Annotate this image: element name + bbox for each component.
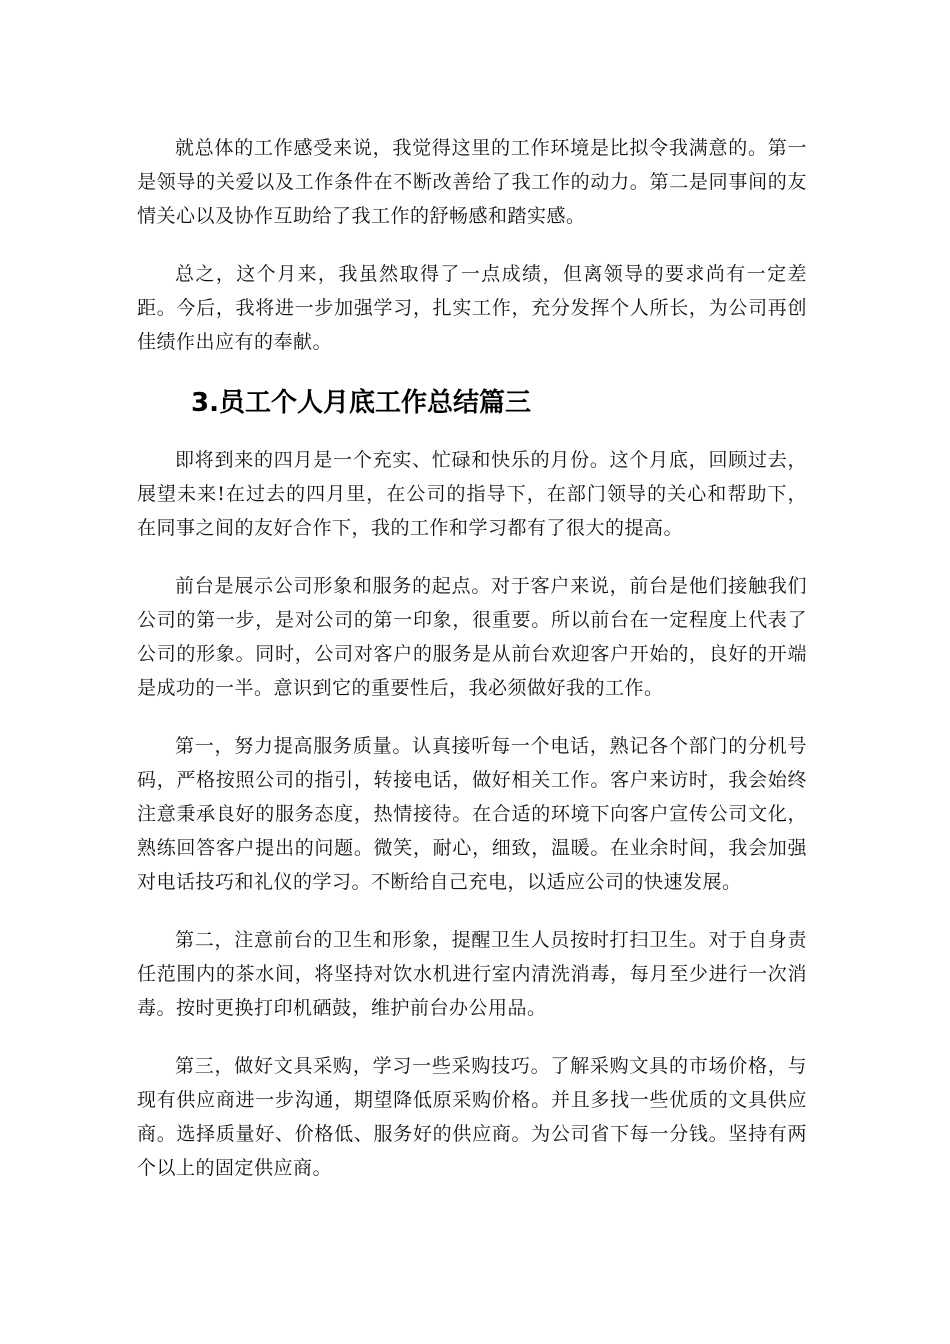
paragraph-front-desk: 前台是展示公司形象和服务的起点。对于客户来说，前台是他们接触我们公司的第一步，是对公司的第一印象，很重要。所以前台在一定程度上代表了公司的形象。同时，公司对客户的服务是从前台欢迎客户开始的，良好的开端是成功的一半。意识到它的重要性后，我必须做好我的工作。 [137,575,807,699]
paragraph-second-point: 第二，注意前台的卫生和形象，提醒卫生人员按时打扫卫生。对于自身责任范围内的茶水间，将坚持对饮水机进行室内清洗消毒，每月至少进行一次消毒。按时更换打印机硒鼓，维护前台办公用品。 [137,929,807,1019]
paragraph-april-intro: 即将到来的四月是一个充实、忙碌和快乐的月份。这个月底，回顾过去，展望未来!在过去的四月里，在公司的指导下，在部门领导的关心和帮助下，在同事之间的友好合作下，我的工作和学习都有了很大的提高。 [137,449,807,539]
paragraph-conclusion: 总之，这个月来，我虽然取得了一点成绩，但离领导的要求尚有一定差距。今后，我将进一步加强学习，扎实工作，充分发挥个人所长，为公司再创佳绩作出应有的奉献。 [137,263,807,353]
paragraph-first-point: 第一，努力提高服务质量。认真接听每一个电话，熟记各个部门的分机号码，严格按照公司的指引，转接电话，做好相关工作。客户来访时，我会始终注意秉承良好的服务态度，热情接待。在合适的环境下向客户宣传公司文化，熟练回答客户提出的问题。微笑，耐心，细致，温暖。在业余时间，我会加强对电话技巧和礼仪的学习。不断给自己充电，以适应公司的快速发展。 [137,735,807,893]
document-body [137,131,807,1209]
paragraph-work-environment: 就总体的工作感受来说，我觉得这里的工作环境是比拟令我满意的。第一是领导的关爱以及工作条件在不断改善给了我工作的动力。第二是同事间的友情关心以及协作互助给了我工作的舒畅感和踏实感。 [137,137,807,227]
paragraph-third-point: 第三，做好文具采购，学习一些采购技巧。了解采购文具的市场价格，与现有供应商进一步沟通，期望降低原采购价格。并且多找一些优质的文具供应商。选择质量好、价格低、服务好的供应商。为公司省下每一分钱。坚持有两个以上的固定供应商。 [137,1055,807,1179]
section-heading: 3.员工个人月底工作总结篇三 [191,388,531,418]
